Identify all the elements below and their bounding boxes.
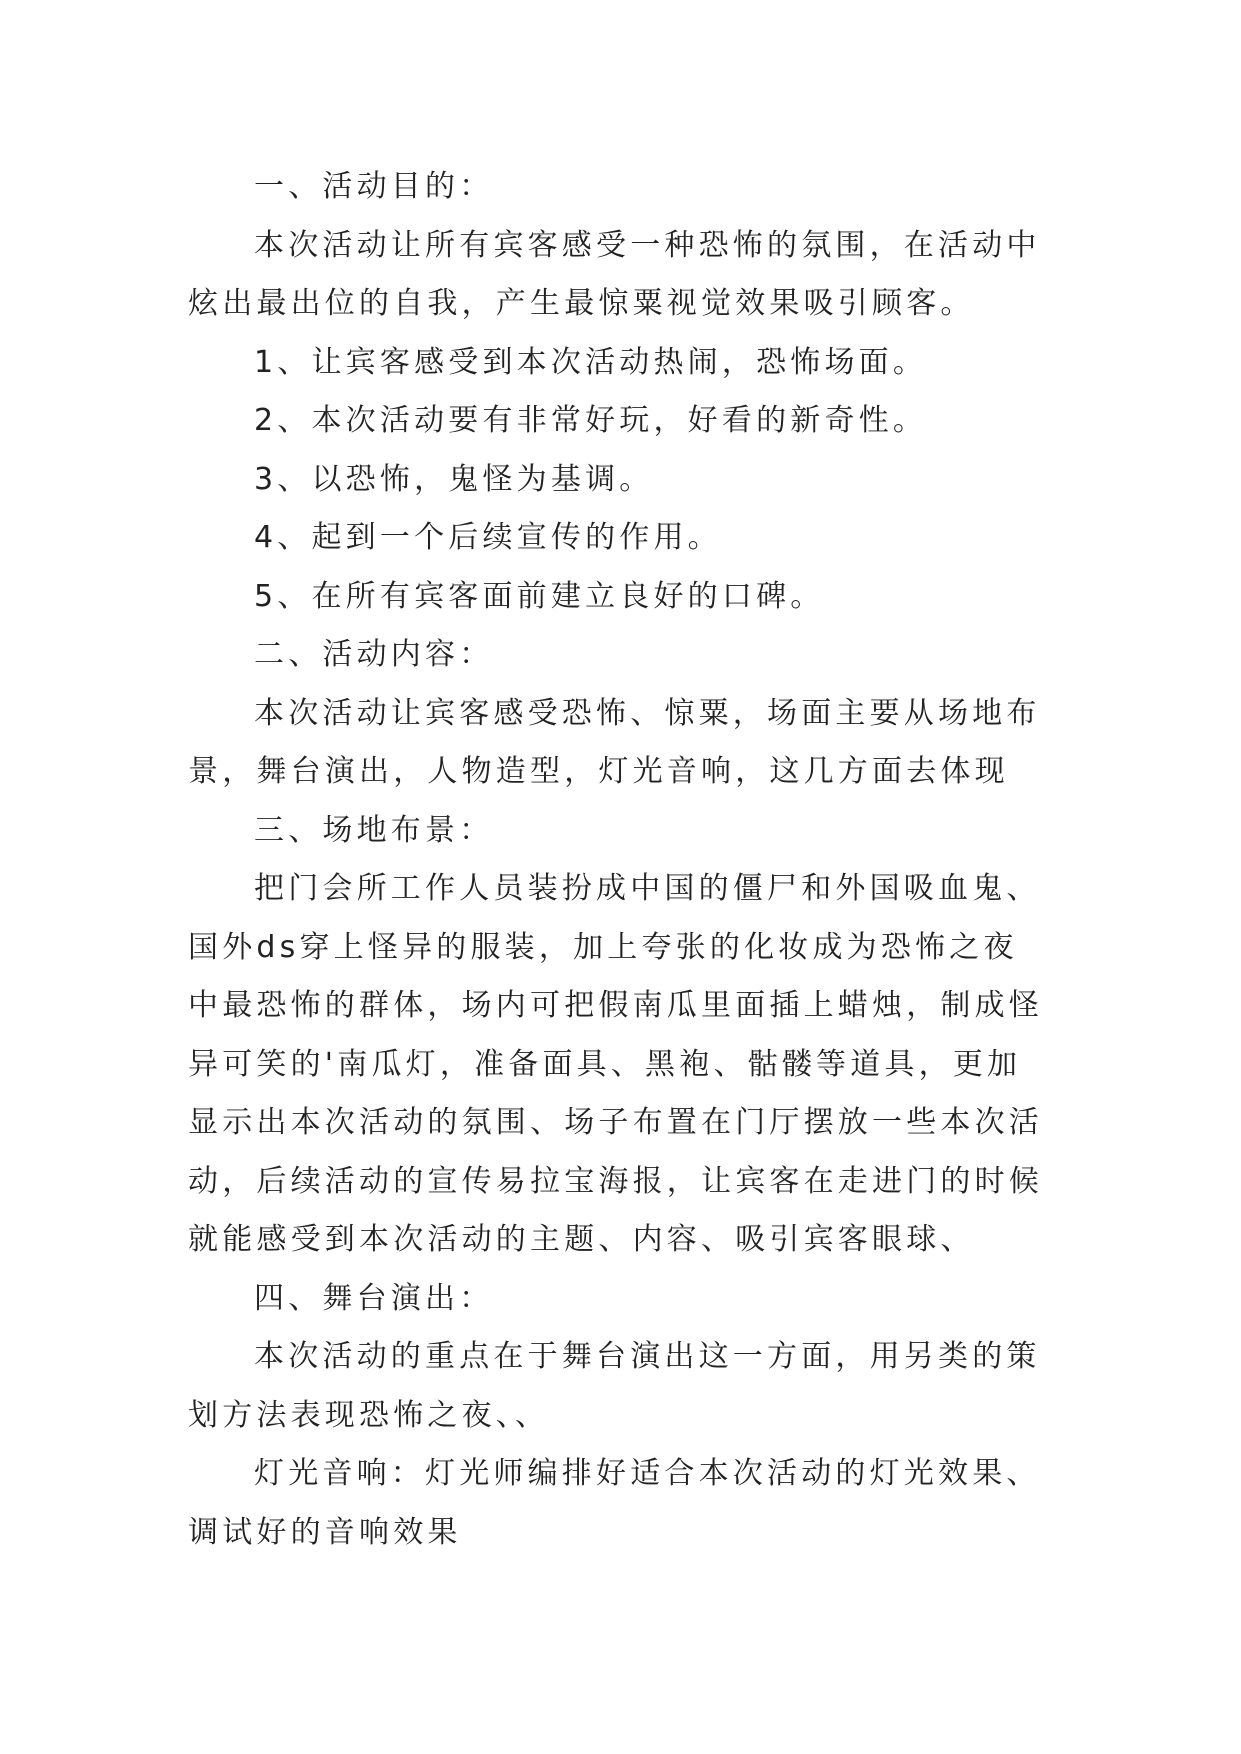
list-item-2: 2、本次活动要有非常好玩，好看的新奇性。: [254, 403, 928, 438]
section-heading-purpose: 一、活动目的：: [254, 169, 494, 204]
list-item-3: 3、以恐怖，鬼怪为基调。: [254, 461, 654, 497]
list-item-4: 4、起到一个后续宣传的作用。: [254, 520, 722, 555]
paragraph-stage: 本次活动的重点在于舞台演出这一方面，用另类的策划方法表现恐怖之夜、、: [188, 1339, 1041, 1433]
paragraph-purpose-intro: 本次活动让所有宾客感受一种恐怖的氛围，在活动中炫出最出位的自我，产生最惊粟视觉效果吸引顾客。: [188, 227, 1041, 321]
paragraph-venue: 把门会所工作人员装扮成中国的僵尸和外国吸血鬼、国外ds穿上怪异的服装，加上夸张的化妆成为恐怖之夜中最恐怖的群体，场内可把假南瓜里面插上蜡烛，制成怪异可笑的'南瓜灯，准备面具、黑袍、骷髅等道具，更加显示出本次活动的氛围、场子布置在门厅摆放一些本次活动，后续活动的宣传易拉宝海报，让宾客在走进门的时候就能感受到本次活动的主题、内容、吸引宾客眼球、: [188, 871, 1043, 1257]
section-heading-stage: 四、舞台演出：: [254, 1280, 494, 1316]
list-item-1: 1、让宾客感受到本次活动热闹，恐怖场面。: [254, 344, 928, 380]
document-body: [188, 158, 1050, 1562]
paragraph-content: 本次活动让宾客感受恐怖、惊粟，场面主要从场地布景，舞台演出，人物造型，灯光音响，这几方面去体现: [188, 695, 1041, 789]
list-item-5: 5、在所有宾客面前建立良好的口碑。: [254, 578, 825, 614]
section-heading-venue: 三、场地布景：: [254, 812, 494, 848]
section-heading-content: 二、活动内容：: [254, 637, 494, 672]
paragraph-lighting-sound: 灯光音响：灯光师编排好适合本次活动的灯光效果、调试好的音响效果: [188, 1456, 1041, 1550]
